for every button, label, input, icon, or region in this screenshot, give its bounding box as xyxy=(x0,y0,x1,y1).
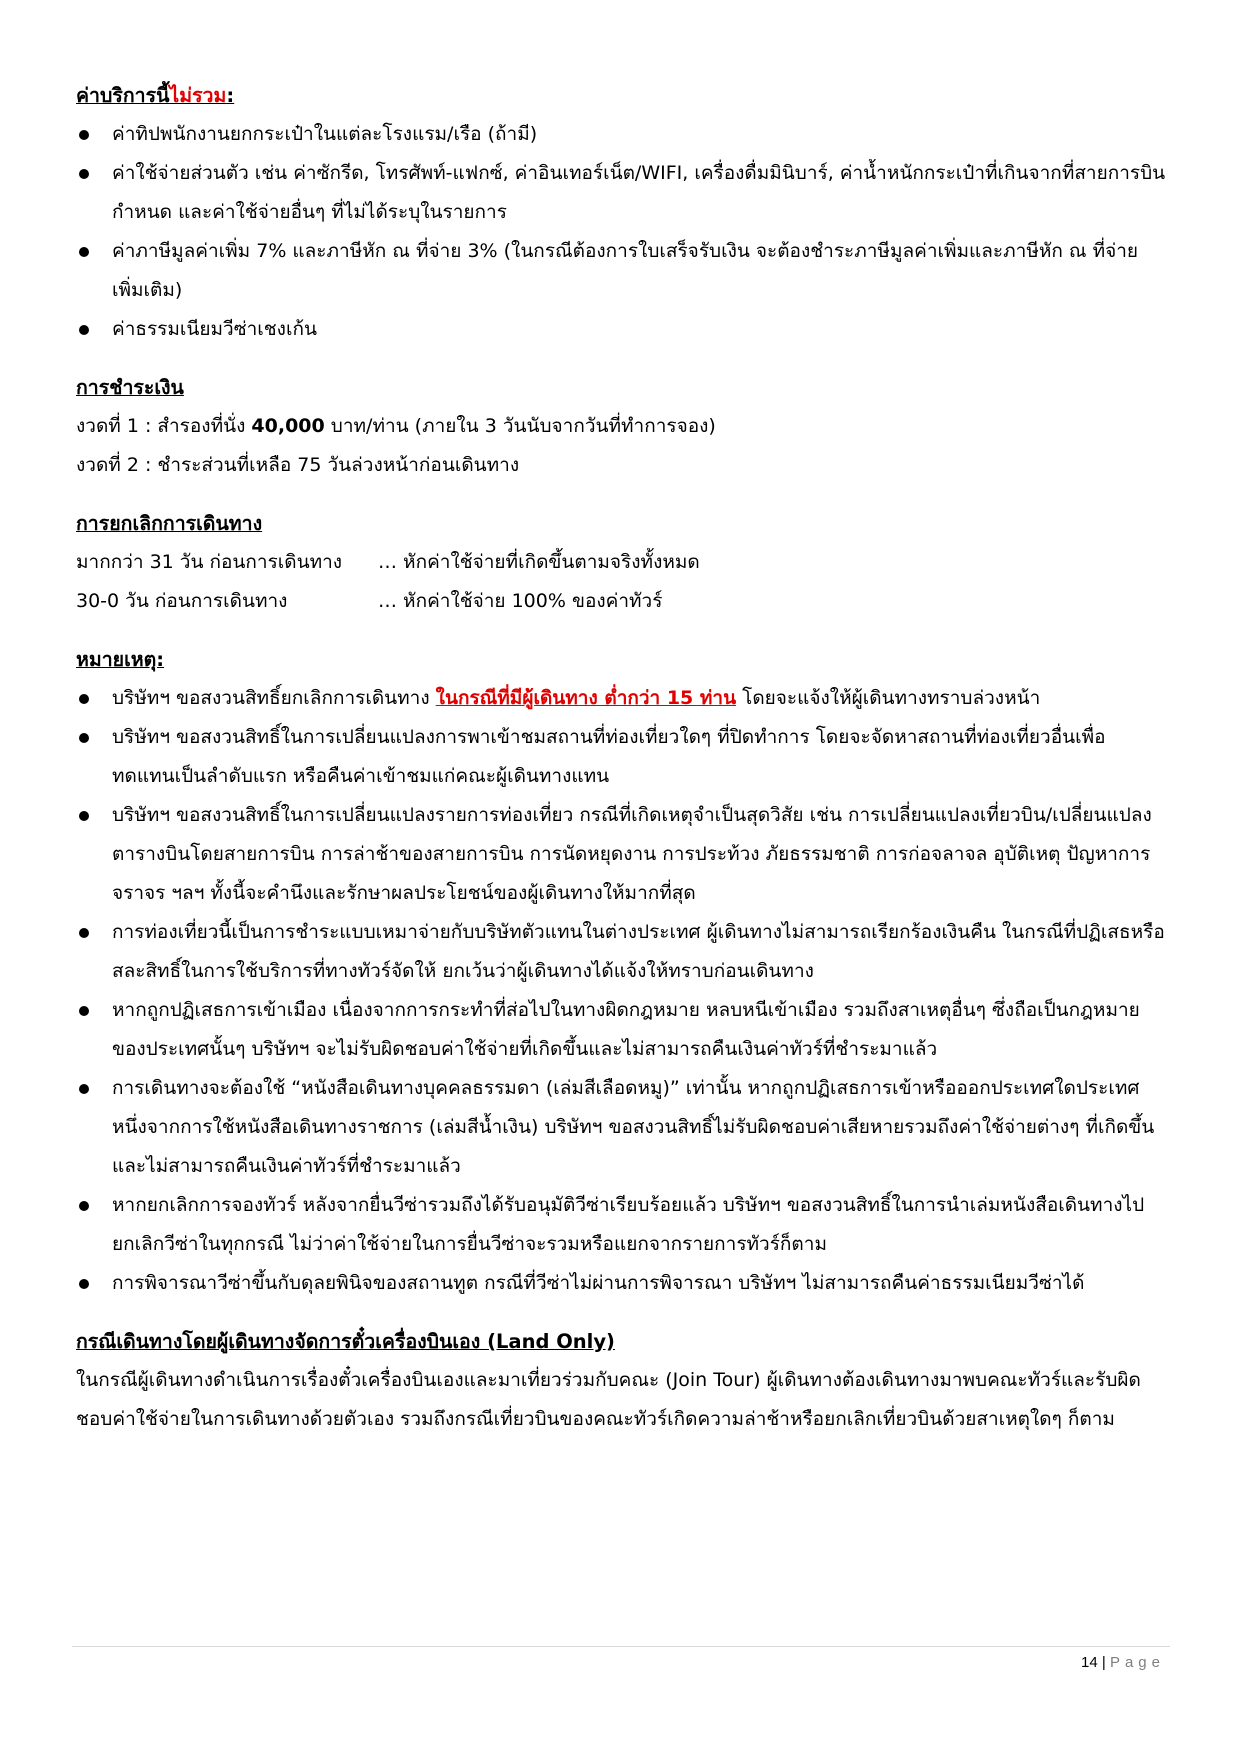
list-item: บริษัทฯ ขอสงวนสิทธิ์ในการเปลี่ยนแปลงการพาเข้าชมสถานที่ท่องเที่ยวใดๆ ที่ปิดทำการ โดยจะจัดหาสถานที่ท่องเที่ยวอื่นเพื่อทดแทนเป็นลำดับแรก หรือคืนค่าเข้าชมแก่คณะผู้เดินทางแทน xyxy=(76,718,1168,796)
note-min-travelers-highlight: ในกรณีที่มีผู้เดินทาง ต่ำกว่า 15 ท่าน xyxy=(435,687,737,709)
payment-line1-suffix: บาท/ท่าน (ภายใน 3 วันนับจากวันที่ทำการจอง) xyxy=(324,415,716,437)
list-item: ค่าทิปพนักงานยกกระเป๋าในแต่ละโรงแรม/เรือ (ถ้ามี) xyxy=(76,115,1168,154)
excluded-title-suffix: : xyxy=(226,84,235,107)
land-only-heading: กรณีเดินทางโดยผู้เดินทางจัดการตั๋วเครื่องบินเอง (Land Only) xyxy=(76,1330,615,1353)
cancellation-heading: การยกเลิกการเดินทาง xyxy=(76,512,263,535)
page-number: 14 xyxy=(1081,1654,1098,1671)
list-item: ค่าภาษีมูลค่าเพิ่ม 7% และภาษีหัก ณ ที่จ่าย 3% (ในกรณีต้องการใบเสร็จรับเงิน จะต้องชำระภาษีมูลค่าเพิ่มและภาษีหัก ณ ที่จ่ายเพิ่มเติม) xyxy=(76,232,1168,310)
list-item: การท่องเที่ยวนี้เป็นการชำระแบบเหมาจ่ายกับบริษัทตัวแทนในต่างประเทศ ผู้เดินทางไม่สามารถเรียกร้องเงินคืน ในกรณีที่ปฏิเสธหรือสละสิทธิ์ในการใช้บริการที่ทางทัวร์จัดให้ ยกเว้นว่าผู้เดินทางได้แจ้งให้ทราบก่อนเดินทาง xyxy=(76,913,1168,991)
cancellation-what: … หักค่าใช้จ่าย 100% ของค่าทัวร์ xyxy=(378,590,663,612)
notes-list xyxy=(76,679,1168,1303)
list-item: ค่าใช้จ่ายส่วนตัว เช่น ค่าซักรีด, โทรศัพท์-แฟกซ์, ค่าอินเทอร์เน็ต/WIFI, เครื่องดื่มมินิบาร์, ค่าน้ำหนักกระเป๋าที่เกินจากที่สายการบินกำหนด และค่าใช้จ่ายอื่นๆ ที่ไม่ได้ระบุในรายการ xyxy=(76,154,1168,232)
page-footer xyxy=(1081,1654,1165,1671)
excluded-list xyxy=(76,115,1168,349)
cancellation-row xyxy=(76,543,1168,582)
list-item: การเดินทางจะต้องใช้ “หนังสือเดินทางบุคคลธรรมดา (เล่มสีเลือดหมู)” เท่านั้น หากถูกปฏิเสธการเข้าหรือออกประเทศใดประเทศหนึ่งจากการใช้หนังสือเดินทางราชการ (เล่มสีน้ำเงิน) บริษัทฯ ขอสงวนสิทธิ์ไม่รับผิดชอบค่าเสียหายรวมถึงค่าใช้จ่ายต่างๆ ที่เกิดขึ้นและไม่สามารถคืนเงินค่าทัวร์ที่ชำระมาแล้ว xyxy=(76,1069,1168,1186)
payment-heading: การชำระเงิน xyxy=(76,376,184,399)
footer-divider xyxy=(72,1646,1170,1647)
list-item: หากถูกปฏิเสธการเข้าเมือง เนื่องจากการกระทำที่ส่อไปในทางผิดกฎหมาย หลบหนีเข้าเมือง รวมถึงสาเหตุอื่นๆ ซึ่งถือเป็นกฎหมายของประเทศนั้นๆ บริษัทฯ จะไม่รับผิดชอบค่าใช้จ่ายที่เกิดขึ้นและไม่สามารถคืนเงินค่าทัวร์ที่ชำระมาแล้ว xyxy=(76,991,1168,1069)
list-item: ค่าธรรมเนียมวีซ่าเชงเก้น xyxy=(76,310,1168,349)
list-item xyxy=(76,679,1168,718)
land-only-body: ในกรณีผู้เดินทางดำเนินการเรื่องตั๋วเครื่องบินเองและมาเที่ยวร่วมกับคณะ (Join Tour) ผู้เดินทางต้องเดินทางมาพบคณะทัวร์และรับผิดชอบค่าใช้จ่ายในการเดินทางด้วยตัวเอง รวมถึงกรณีเที่ยวบินของคณะทัวร์เกิดความล่าช้าหรือยกเลิกเที่ยวบินด้วยสาเหตุใดๆ ก็ตาม xyxy=(76,1369,1141,1430)
cancellation-when: 30-0 วัน ก่อนการเดินทาง xyxy=(76,590,288,612)
footer-separator: | xyxy=(1101,1654,1106,1671)
cancellation-row xyxy=(76,582,1168,621)
payment-line1-text: งวดที่ 1 : สำรองที่นั่ง xyxy=(76,415,252,437)
cancellation-when: มากกว่า 31 วัน ก่อนการเดินทาง xyxy=(76,551,343,573)
page-label: Page xyxy=(1109,1654,1165,1671)
cancellation-what: … หักค่าใช้จ่ายที่เกิดขึ้นตามจริงทั้งหมด xyxy=(378,551,700,573)
note-first-suffix: โดยจะแจ้งให้ผู้เดินทางทราบล่วงหน้า xyxy=(736,687,1041,709)
payment-installment-2: งวดที่ 2 : ชำระส่วนที่เหลือ 75 วันล่วงหน้าก่อนเดินทาง xyxy=(76,454,520,476)
list-item: การพิจารณาวีซ่าขึ้นกับดุลยพินิจของสถานทูต กรณีที่วีซ่าไม่ผ่านการพิจารณา บริษัทฯ ไม่สามารถคืนค่าธรรมเนียมวีซ่าได้ xyxy=(76,1264,1168,1303)
payment-deposit-amount: 40,000 xyxy=(251,415,325,437)
excluded-heading xyxy=(76,76,1168,115)
payment-installment-1 xyxy=(76,407,1168,446)
list-item: บริษัทฯ ขอสงวนสิทธิ์ในการเปลี่ยนแปลงรายการท่องเที่ยว กรณีที่เกิดเหตุจำเป็นสุดวิสัย เช่น การเปลี่ยนแปลงเที่ยวบิน/เปลี่ยนแปลงตารางบินโดยสายการบิน การล่าช้าของสายการบิน การนัดหยุดงาน การประท้วง ภัยธรรมชาติ การก่อจลาจล อุบัติเหตุ ปัญหาการจราจร ฯลฯ ทั้งนี้จะคำนึงและรักษาผลประโยชน์ของผู้เดินทางให้มากที่สุด xyxy=(76,796,1168,913)
excluded-title: ค่าบริการนี้ xyxy=(76,84,170,107)
page-content xyxy=(76,76,1168,1439)
note-first-text: บริษัทฯ ขอสงวนสิทธิ์ยกเลิกการเดินทาง xyxy=(112,687,436,709)
excluded-title-red: ไม่รวม xyxy=(169,84,227,107)
notes-heading: หมายเหตุ: xyxy=(76,648,165,671)
list-item: หากยกเลิกการจองทัวร์ หลังจากยื่นวีซ่ารวมถึงได้รับอนุมัติวีซ่าเรียบร้อยแล้ว บริษัทฯ ขอสงวนสิทธิ์ในการนำเล่มหนังสือเดินทางไปยกเลิกวีซ่าในทุกกรณี ไม่ว่าค่าใช้จ่ายในการยื่นวีซ่าจะรวมหรือแยกจากรายการทัวร์ก็ตาม xyxy=(76,1186,1168,1264)
